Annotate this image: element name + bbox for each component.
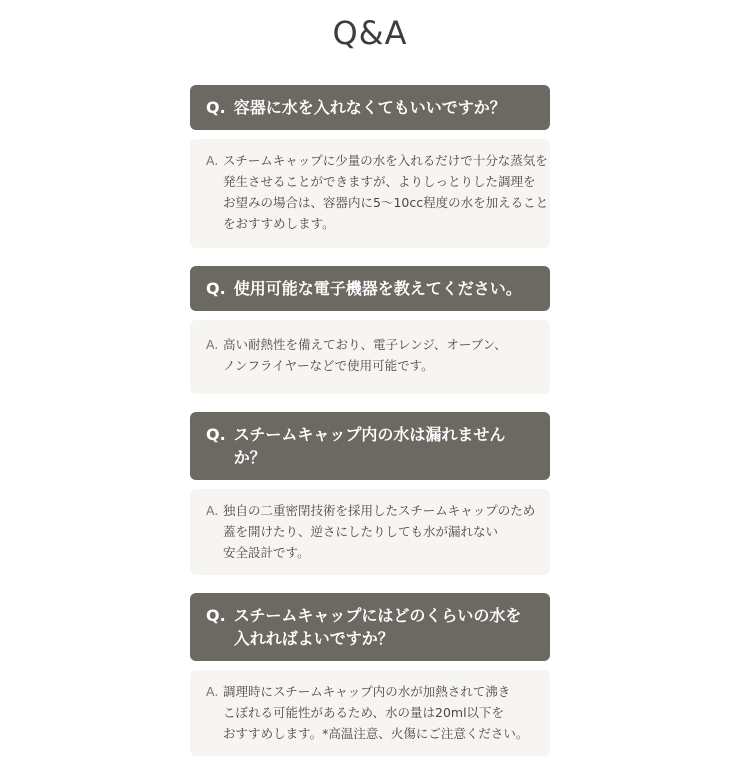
answer-text xyxy=(223,681,536,744)
faq-question[interactable] xyxy=(190,412,550,480)
answer-line: をおすすめします。 xyxy=(223,216,335,231)
faq-item xyxy=(190,412,550,575)
faq-answer xyxy=(190,139,550,248)
answer-prefix: A. xyxy=(206,337,219,352)
faq-answer xyxy=(190,670,550,756)
answer-prefix: A. xyxy=(206,503,219,518)
question-prefix: Q. xyxy=(206,98,226,117)
answer-line: こぼれる可能性があるため、水の量は20ml以下を xyxy=(223,705,505,720)
answer-line: スチームキャップに少量の水を入れるだけで十分な蒸気を xyxy=(223,153,548,168)
question-text: 容器に水を入れなくてもいいですか？ xyxy=(233,98,506,117)
faq-item xyxy=(190,593,550,756)
question-prefix: Q. xyxy=(206,606,226,625)
faq-item xyxy=(190,85,550,248)
faq-answer xyxy=(190,320,550,394)
question-text: スチームキャップ内の水は漏れませんか？ xyxy=(233,425,506,467)
answer-line: 発生させることができますが、よりしっとりした調理を xyxy=(223,174,536,189)
answer-line: ノンフライヤーなどで使用可能です。 xyxy=(223,358,434,373)
faq-question[interactable] xyxy=(190,593,550,661)
answer-text xyxy=(223,334,536,376)
answer-line: 蓋を開けたり、逆さにしたりしても水が漏れない xyxy=(223,524,499,539)
question-text: 使用可能な電子機器を教えてください。 xyxy=(233,279,522,298)
faq-list xyxy=(190,85,550,774)
answer-line: 高い耐熱性を備えており、電子レンジ、オーブン、 xyxy=(223,337,507,352)
answer-line: おすすめします。*高温注意、火傷にご注意ください。 xyxy=(223,726,529,741)
answer-line: 独自の二重密閉技術を採用したスチームキャップのため xyxy=(223,503,536,518)
answer-line: 安全設計です。 xyxy=(223,545,310,560)
answer-line: 調理時にスチームキャップ内の水が加熱されて沸き xyxy=(223,684,511,699)
answer-line: お望みの場合は、容器内に5〜10cc程度の水を加えること xyxy=(223,195,549,210)
faq-question[interactable] xyxy=(190,266,550,311)
answer-prefix: A. xyxy=(206,684,219,699)
answer-prefix: A. xyxy=(206,153,219,168)
question-prefix: Q. xyxy=(206,425,226,444)
answer-text xyxy=(223,500,536,563)
faq-item xyxy=(190,266,550,394)
answer-text xyxy=(223,150,548,234)
question-text: スチームキャップにはどのくらいの水を入れればよいですか？ xyxy=(233,606,522,648)
question-prefix: Q. xyxy=(206,279,226,298)
faq-question[interactable] xyxy=(190,85,550,130)
faq-answer xyxy=(190,489,550,575)
page-title: Q&A xyxy=(332,14,408,52)
